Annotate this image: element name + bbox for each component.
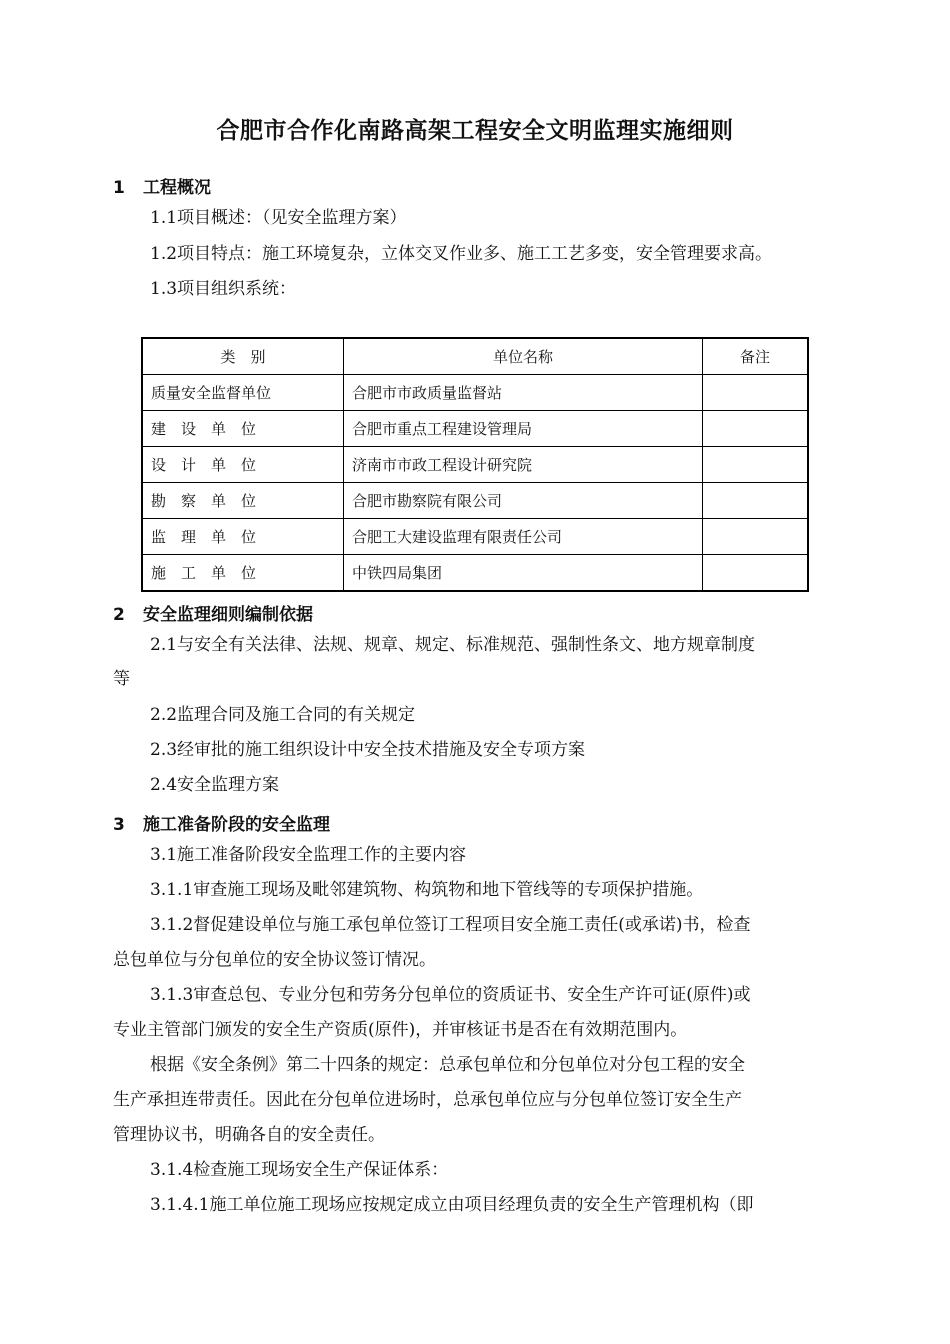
paragraph: 等 [113,669,130,689]
paragraph: 专业主管部门颁发的安全生产资质(原件)，并审核证书是否在有效期范围内。 [113,1020,688,1040]
paragraph: 1.1项目概述：（见安全监理方案） [150,208,407,228]
paragraph: 1.3项目组织系统： [150,279,297,299]
table-cell-note [703,411,809,447]
table-cell-type: 建 设 单 位 [142,411,344,447]
table-cell-type: 勘 察 单 位 [142,483,344,519]
section-title: 工程概况 [143,178,211,198]
section-title: 安全监理细则编制依据 [143,605,313,625]
table-cell-note [703,555,809,592]
document-title: 合肥市合作化南路高架工程安全文明监理实施细则 [216,118,734,144]
section-number: 1 [113,178,125,198]
section-3-heading [113,810,330,835]
table-cell-type: 设 计 单 位 [142,447,344,483]
paragraph: 3.1.1审查施工现场及毗邻建筑物、构筑物和地下管线等的专项保护措施。 [150,880,704,900]
paragraph: 3.1施工准备阶段安全监理工作的主要内容 [150,845,467,865]
section-title: 施工准备阶段的安全监理 [143,815,330,835]
paragraph: 3.1.4检查施工现场安全生产保证体系： [150,1160,449,1180]
table-row [142,447,808,483]
table-row [142,411,808,447]
table-header-row [142,338,808,375]
paragraph: 2.1与安全有关法律、法规、规章、规定、标准规范、强制性条文、地方规章制度 [150,635,756,655]
paragraph: 1.2项目特点：施工环境复杂，立体交叉作业多、施工工艺多变，安全管理要求高。 [150,244,773,264]
paragraph: 根据《安全条例》第二十四条的规定：总承包单位和分包单位对分包工程的安全 [150,1055,745,1075]
table-cell-name: 合肥市市政质量监督站 [344,375,703,411]
table-cell-name: 合肥市重点工程建设管理局 [344,411,703,447]
paragraph: 3.1.2督促建设单位与施工承包单位签订工程项目安全施工责任(或承诺)书，检查 [150,915,751,935]
table-cell-type: 施 工 单 位 [142,555,344,592]
table-row [142,375,808,411]
paragraph: 2.2监理合同及施工合同的有关规定 [150,705,416,725]
table-cell-note [703,375,809,411]
paragraph: 生产承担连带责任。因此在分包单位进场时，总承包单位应与分包单位签订安全生产 [113,1090,742,1110]
table-cell-name: 济南市市政工程设计研究院 [344,447,703,483]
table-cell-note [703,519,809,555]
table-cell-note [703,447,809,483]
paragraph: 3.1.4.1施工单位施工现场应按规定成立由项目经理负责的安全生产管理机构（即 [150,1195,754,1215]
section-number: 3 [113,815,125,835]
section-2-heading [113,600,313,625]
table-header-cell: 类 别 [142,338,344,375]
paragraph: 管理协议书，明确各自的安全责任。 [113,1125,385,1145]
table-cell-type: 质量安全监督单位 [142,375,344,411]
table-cell-name: 合肥工大建设监理有限责任公司 [344,519,703,555]
section-1-heading [113,173,211,198]
table-row [142,483,808,519]
table-cell-note [703,483,809,519]
organization-table [141,337,809,592]
table-cell-name: 中铁四局集团 [344,555,703,592]
table-row [142,519,808,555]
paragraph: 3.1.3审查总包、专业分包和劳务分包单位的资质证书、安全生产许可证(原件)或 [150,985,751,1005]
table-row [142,555,808,592]
table-cell-type: 监 理 单 位 [142,519,344,555]
section-number: 2 [113,605,125,625]
table-cell-name: 合肥市勘察院有限公司 [344,483,703,519]
table-header-cell: 单位名称 [344,338,703,375]
paragraph: 2.4安全监理方案 [150,775,280,795]
table-header-cell: 备注 [703,338,809,375]
paragraph: 2.3经审批的施工组织设计中安全技术措施及安全专项方案 [150,740,586,760]
paragraph: 总包单位与分包单位的安全协议签订情况。 [113,950,436,970]
